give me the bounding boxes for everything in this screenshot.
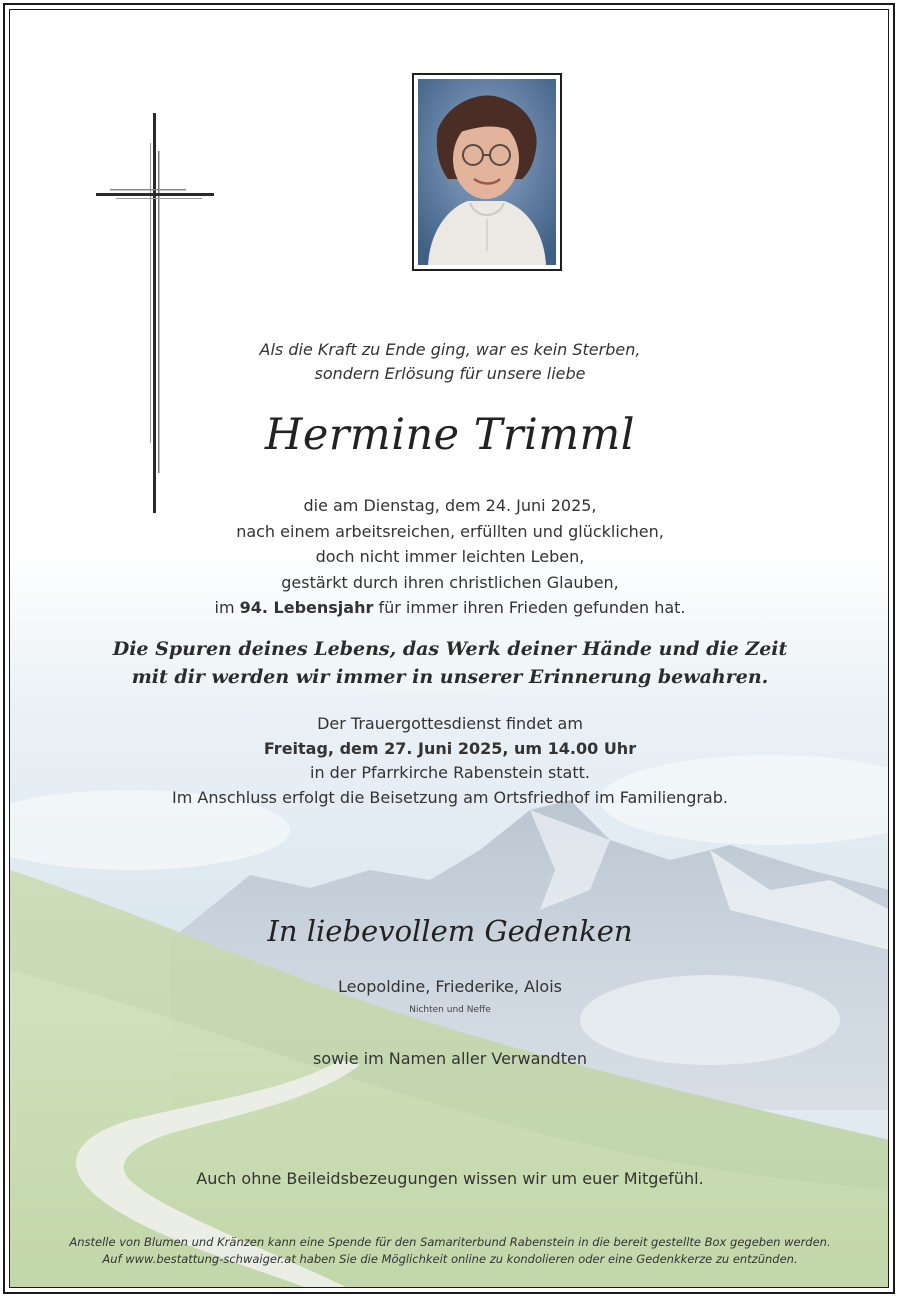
motto-line: Als die Kraft zu Ende ging, war es kein Sterben, [259, 340, 641, 359]
footer-notes [10, 1234, 889, 1268]
service-date: Freitag, dem 27. Juni 2025, um 14.00 Uhr [263, 738, 637, 758]
bio-line: doch nicht immer leichten Leben, [315, 547, 585, 566]
bio-age-suffix: für immer ihren Frieden gefunden hat. [378, 598, 686, 617]
portrait-frame [412, 73, 562, 271]
relatives-note: sowie im Namen aller Verwandten [313, 1049, 587, 1068]
quote-line: mit dir werden wir immer in unserer Erinnerung bewahren. [131, 666, 769, 688]
memory-heading: In liebevollem Gedenken [267, 914, 633, 948]
sympathy-note: Auch ohne Beileidsbezeugungen wissen wir um euer Mitgefühl. [196, 1169, 704, 1188]
bio-line: die am Dienstag, dem 24. Juni 2025, [303, 496, 597, 515]
donation-note: Anstelle von Blumen und Kränzen kann eine Spende für den Samariterbund Rabenstein in die bereit gestellte Box gegeben werden. [69, 1235, 831, 1249]
service-line: in der Pfarrkirche Rabenstein statt. [310, 763, 590, 782]
motto [10, 338, 889, 386]
bio-age: 94. Lebensjahr [239, 598, 374, 617]
bio-line: nach einem arbeitsreichen, erfüllten und glücklichen, [236, 521, 664, 541]
condolence-note: Auf www.bestattung-schwaiger.at haben Sie die Möglichkeit online zu kondolieren oder eine Gedenkkerze zu entzünden. [102, 1252, 798, 1266]
portrait-photo [418, 79, 556, 265]
mourners-relation: Nichten und Neffe [409, 1005, 491, 1015]
notice-card [9, 9, 889, 1288]
bio-line: gestärkt durch ihren christlichen Glauben, [281, 572, 619, 592]
quote [10, 635, 889, 691]
service-info [10, 712, 889, 810]
quote-line: Die Spuren deines Lebens, das Werk deiner Hände und die Zeit [112, 638, 788, 660]
motto-line: sondern Erlösung für unsere liebe [314, 364, 586, 383]
deceased-name: Hermine Trimml [264, 410, 636, 460]
service-line: Der Trauergottesdienst findet am [317, 714, 583, 733]
biography [10, 493, 889, 621]
service-line: Im Anschluss erfolgt die Beisetzung am Ortsfriedhof im Familiengrab. [172, 787, 728, 807]
bio-line [10, 595, 889, 621]
bio-age-prefix: im [214, 598, 235, 617]
mourners: Leopoldine, Friederike, Alois [337, 977, 562, 996]
